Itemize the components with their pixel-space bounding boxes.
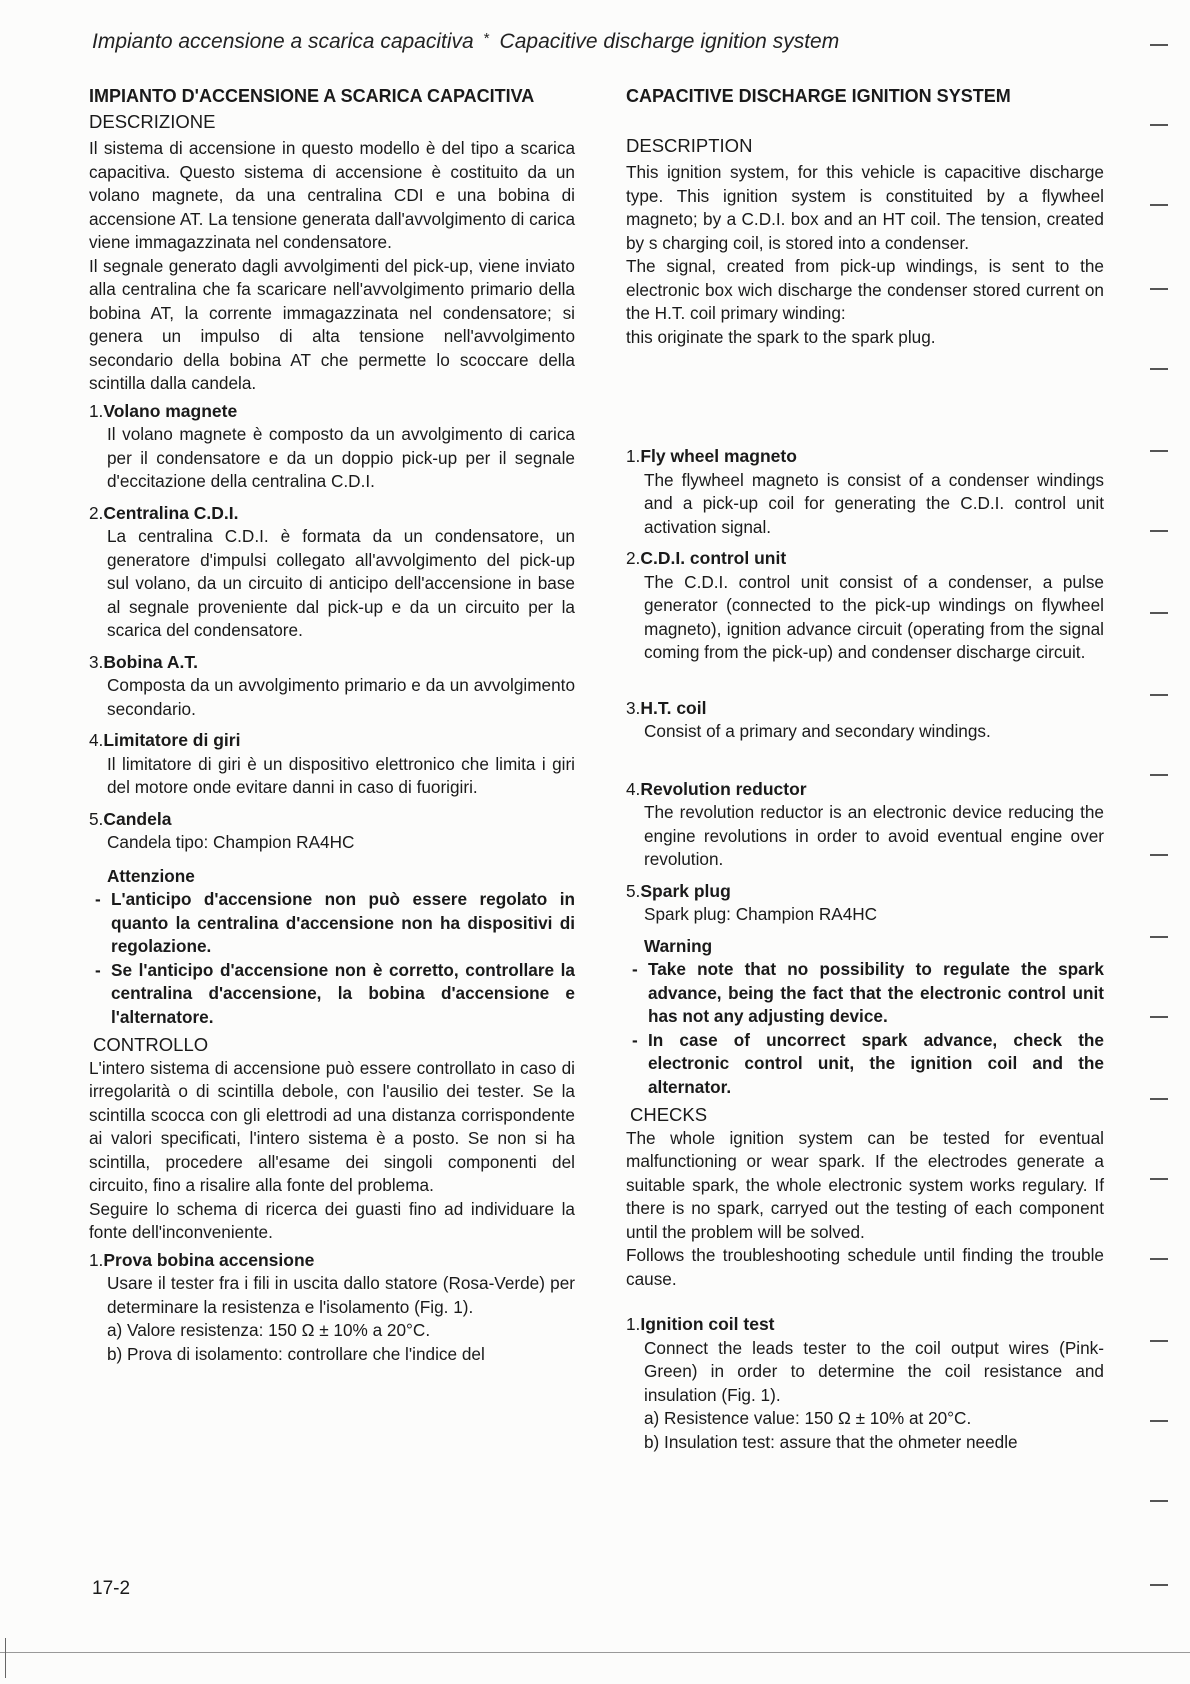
margin-tick <box>1150 450 1168 452</box>
item-body: The revolution reductor is an electronic device reducing the engine revolutions in order to avoid eventual engine over revolution. <box>644 802 1104 869</box>
margin-tick <box>1150 612 1168 614</box>
item-number: 1. <box>89 400 104 421</box>
warning-list-it <box>89 888 575 1029</box>
margin-tick <box>1150 288 1168 290</box>
checks-heading-it: CONTROLLO <box>93 1034 209 1055</box>
item-body: Composta da un avvolgimento primario e da un avvolgimento secondario. <box>107 675 575 719</box>
margin-tick <box>1150 204 1168 206</box>
italian-column <box>89 84 575 1366</box>
checks-paragraph-1-it: L'intero sistema di accensione può essere controllato in caso di irregolarità o di scintilla debole, con l'ausilio dei tester. Se la scintilla scocca con gli elettrodi ad una distanza corrispondente ai valori specificati, l'intero sistema è a posto. Se non si ha scintilla, procedere all'esame dei singoli componenti del circuito, fino a risalire alla fonte del problema. <box>89 1057 575 1195</box>
left-scan-mark <box>5 1638 6 1678</box>
item-number: 3. <box>626 697 641 718</box>
warning-item: - Take note that no possibility to regulate the spark advance, being the fact that the electronic control unit has not any adjusting device. <box>626 958 1104 1029</box>
item-body: Consist of a primary and secondary windings. <box>644 721 991 741</box>
section-title-it: IMPIANTO D'ACCENSIONE A SCARICA CAPACITIVA <box>89 86 535 106</box>
item-body: Il volano magnete è composto da un avvolgimento di carica per il condensatore e da un doppio pick-up per il segnale d'eccitazione della centralina C.D.I. <box>107 424 575 491</box>
item-heading: Revolution reductor <box>640 778 807 799</box>
margin-tick <box>1150 774 1168 776</box>
item-number: 1. <box>89 1249 104 1270</box>
warning-list-en <box>626 958 1104 1099</box>
item-number: 5. <box>626 880 641 901</box>
coil-test-item-it <box>89 1249 575 1367</box>
section-title-en: CAPACITIVE DISCHARGE IGNITION SYSTEM <box>626 86 1011 106</box>
warning-item: - Se l'anticipo d'accensione non è corretto, controllare la centralina d'accensione, la bobina d'accensione e l'alternatore. <box>89 959 575 1030</box>
warning-item: - L'anticipo d'accensione non può essere regolato in quanto la centralina d'accensione non ha dispositivi di regolazione. <box>89 888 575 959</box>
item-body: Il limitatore di giri è un dispositivo elettronico che limita i giri del motore onde evitare danni in caso di fuorigiri. <box>107 753 575 797</box>
item-number: 1. <box>626 1314 641 1334</box>
margin-tick <box>1150 1584 1168 1586</box>
margin-tick <box>1150 936 1168 938</box>
component-item-it <box>89 808 575 855</box>
item-heading: Fly wheel magneto <box>640 446 797 466</box>
component-item-en <box>626 778 1104 872</box>
margin-tick <box>1150 368 1168 370</box>
page-number: 17-2 <box>92 1578 131 1599</box>
margin-tick <box>1150 1500 1168 1502</box>
warning-item: - In case of uncorrect spark advance, check the electronic control unit, the ignition coil and the alternator. <box>626 1029 1104 1100</box>
component-item-en <box>626 880 1104 927</box>
item-heading: Bobina A.T. <box>103 651 198 672</box>
coil-test-item-en <box>626 1313 1104 1454</box>
item-heading: Candela <box>103 808 172 829</box>
item-body: Connect the leads tester to the coil output wires (Pink-Green) in order to determine the coil resistance and insulation (Fig. 1). <box>644 1337 1104 1405</box>
margin-tick <box>1150 1258 1168 1260</box>
component-item-it <box>89 729 575 800</box>
description-paragraph-1-it: Il sistema di accensione in questo modello è del tipo a scarica capacitiva. Questo sistema di accensione è costituito da un volano magnete, da una centralina CDI e una bobina di accensione AT. La tensione generata dall'avvolgimento di carica viene immagazzinata nel condensatore. <box>89 138 575 252</box>
insulation-test-en: b) Insulation test: assure that the ohmeter needle <box>644 1431 1018 1452</box>
checks-heading-en: CHECKS <box>630 1104 708 1125</box>
item-number: 5. <box>89 808 104 829</box>
margin-tick <box>1150 694 1168 696</box>
margin-tick <box>1150 1420 1168 1422</box>
item-body: The flywheel magneto is consist of a condenser windings and a pick-up coil for generating the C.D.I. control unit activation signal. <box>644 469 1104 537</box>
checks-paragraph-2-en: Follows the troubleshooting schedule until finding the trouble cause. <box>626 1245 1104 1289</box>
description-paragraph-2-it: Il segnale generato dagli avvolgimenti del pick-up, viene inviato alla centralina che fa scaricare nell'avvolgimento primario della bobina AT, la corrente immagazzinata nel condensatore; si genera un impulso di alta tensione nell'avvolgimento secondario della bobina AT che permette lo scoccare della scintilla dalla candela. <box>89 255 575 393</box>
component-item-it <box>89 400 575 494</box>
item-body: Spark plug: Champion RA4HC <box>644 904 878 924</box>
header-italian: Impianto accensione a scarica capacitiva <box>92 30 474 53</box>
item-heading: C.D.I. control unit <box>640 548 787 568</box>
margin-tick <box>1150 1340 1168 1342</box>
resistance-value-it: a) Valore resistenza: 150 Ω ± 10% a 20°C. <box>107 1320 431 1340</box>
item-body: Candela tipo: Champion RA4HC <box>107 832 355 852</box>
margin-tick <box>1150 1016 1168 1018</box>
margin-tick <box>1150 854 1168 856</box>
item-heading: H.T. coil <box>640 697 707 718</box>
checks-paragraph-2-it: Seguire lo schema di ricerca dei guasti fino ad individuare la fonte dell'inconveniente. <box>89 1198 575 1242</box>
item-number: 3. <box>89 651 104 672</box>
item-heading: Spark plug <box>640 880 731 901</box>
component-item-en <box>626 445 1104 539</box>
item-body: The C.D.I. control unit consist of a condenser, a pulse generator (connected to the pick-up windings on flywheel magneto), ignition advance circuit (operating from the signal coming from the pick-up) and condenser discharge circuit. <box>644 571 1104 662</box>
item-number: 2. <box>626 548 641 568</box>
item-heading: Ignition coil test <box>640 1314 775 1334</box>
item-body: La centralina C.D.I. è formata da un condensatore, un generatore d'impulsi collegato all'avvolgimento del pick-up sul volano, da un circuito di anticipo dell'accensione in base al segnale proveniente dal pick-up e da un circuito per la scarica del condensatore. <box>107 526 575 640</box>
header-english: Capacitive discharge ignition system <box>499 30 840 53</box>
description-paragraph-1-en: This ignition system, for this vehicle is capacitive discharge type. This ignition system is constituited by a flywheel magneto; by a C.D.I. box and an HT coil. The tension, created by s charging coil, is stored into a condenser. <box>626 162 1104 253</box>
margin-tick <box>1150 44 1168 46</box>
warning-heading-it: Attenzione <box>107 865 195 886</box>
description-heading-it: DESCRIZIONE <box>89 111 216 132</box>
item-heading: Centralina C.D.I. <box>103 502 239 523</box>
item-heading: Prova bobina accensione <box>103 1249 315 1270</box>
insulation-test-it: b) Prova di isolamento: controllare che l'indice del <box>107 1343 485 1364</box>
description-heading-en: DESCRIPTION <box>626 135 753 156</box>
item-number: 1. <box>626 446 641 466</box>
item-number: 2. <box>89 502 104 523</box>
item-heading: Limitatore di giri <box>103 730 241 750</box>
component-item-en <box>626 697 1104 744</box>
english-column <box>626 84 1104 1454</box>
description-paragraph-3-en: this originate the spark to the spark plug. <box>626 326 936 347</box>
margin-tick <box>1150 530 1168 532</box>
margin-tick <box>1150 124 1168 126</box>
item-number: 4. <box>89 730 104 750</box>
checks-paragraph-1-en: The whole ignition system can be tested for eventual malfunctioning or wear spark. If the electrodes generate a suitable spark, the whole electronic system works regulary. If there is no spark, carryed out the testing of each component until the problem will be solved. <box>626 1127 1104 1242</box>
running-header <box>92 30 1102 54</box>
margin-tick <box>1150 1098 1168 1100</box>
component-item-en <box>626 547 1104 665</box>
warning-heading-en: Warning <box>644 935 713 956</box>
bottom-scan-edge <box>0 1652 1190 1653</box>
description-paragraph-2-en: The signal, created from pick-up windings, is sent to the electronic box wich discharge the condenser stored current on the H.T. coil primary winding: <box>626 256 1104 323</box>
item-body: Usare il tester fra i fili in uscita dallo statore (Rosa-Verde) per determinare la resistenza e l'isolamento (Fig. 1). <box>107 1273 575 1317</box>
component-item-it <box>89 651 575 722</box>
component-item-it <box>89 502 575 643</box>
header-separator: * <box>483 30 490 47</box>
resistance-value-en: a) Resistence value: 150 Ω ± 10% at 20°C. <box>644 1408 972 1428</box>
item-number: 4. <box>626 778 641 799</box>
item-heading: Volano magnete <box>103 400 238 421</box>
margin-tick <box>1150 1178 1168 1180</box>
